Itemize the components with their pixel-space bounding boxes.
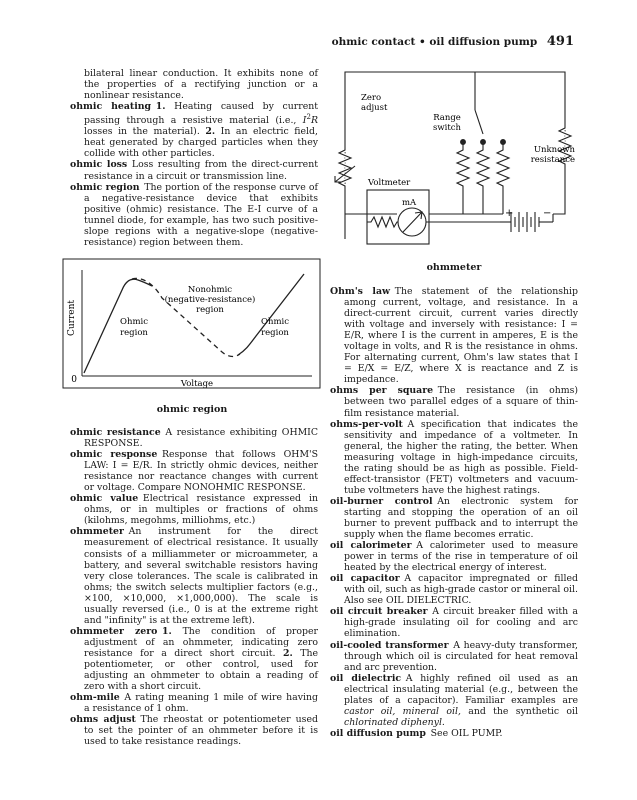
entry-definition: The rheostat or potentiometer used to set the pointer of an ohmmeter before it is used to take resistance readings. bbox=[84, 714, 318, 748]
dictionary-entry bbox=[70, 692, 318, 714]
left-top-entries bbox=[70, 101, 318, 248]
battery-minus-label: − bbox=[543, 208, 552, 219]
entry-term: Ohm's law bbox=[330, 286, 391, 297]
entry-text-part: Heating caused by current passing through a resistive material (i.e., bbox=[84, 101, 318, 127]
entry-text-part: 2 bbox=[306, 113, 311, 122]
dictionary-entry bbox=[330, 673, 578, 728]
dictionary-entry bbox=[330, 606, 578, 639]
entry-term: ohms adjust bbox=[70, 714, 136, 726]
entry-text-part: The condition of proper adjustment of an ohmmeter, indicating zero resistance for a direct short circuit. bbox=[84, 625, 318, 659]
dictionary-entry bbox=[330, 419, 578, 496]
entry-text-part: losses in the material). bbox=[84, 126, 206, 138]
ohmic-region-figure bbox=[62, 258, 322, 390]
entry-term: ohmic heating bbox=[70, 101, 152, 113]
entry-definition: Response that follows OHM'S LAW: I = E/R. In strictly ohmic devices, neither resistance nor reactance changes with current or voltage. Compare NONOHMIC RESPONSE. bbox=[84, 449, 318, 494]
series-resistor bbox=[367, 217, 398, 227]
entry-term: ohmic resistance bbox=[70, 427, 161, 438]
entry-term: ohmic value bbox=[70, 493, 139, 505]
entry-text-part: I bbox=[302, 115, 307, 127]
dictionary-entry bbox=[330, 385, 578, 418]
entry-text-part: chlorinated diphenyl. bbox=[344, 716, 445, 728]
battery bbox=[511, 212, 539, 232]
right-region-label: Ohmic region bbox=[261, 317, 289, 338]
entry-definition: A circuit breaker filled with a high-grade insulating oil for cooling and arc elimination. bbox=[344, 606, 578, 640]
entry-text-part: 1. bbox=[162, 625, 172, 637]
battery-plus-label: + bbox=[505, 208, 514, 219]
dictionary-entry bbox=[70, 714, 318, 747]
dictionary-entry bbox=[330, 573, 578, 606]
dictionary-entry bbox=[330, 640, 578, 673]
running-header bbox=[332, 34, 574, 49]
entry-definition: An instrument for the direct measurement of electrical resistance. It usually consists of a milliammeter or microammeter, a battery, and several switchable resistors having very close tolerances. The scale is calibrated in ohms; the switch selects multiplier factors (e.g., ×100, ×10,000, ×1,000,000). The scale is usually reversed (i.e., 0 is at the extreme right and "infinity" is at the extreme left). bbox=[84, 526, 318, 626]
entry-definition: A capacitor impregnated or filled with oil, such as high-grade castor or mineral oil. Also see OIL DIELECTRIC. bbox=[344, 573, 578, 607]
zero-adjust-label: Zero adjust bbox=[361, 93, 388, 113]
entry-term: oil circuit breaker bbox=[330, 606, 428, 618]
origin-label: 0 bbox=[71, 375, 77, 385]
entry-text-part: R bbox=[310, 115, 318, 127]
entry-term: oil calorimeter bbox=[330, 540, 412, 552]
entry-text-part: and the synthetic oil bbox=[460, 705, 579, 717]
ohmmeter-caption: ohmmeter bbox=[426, 262, 482, 273]
page-number: 491 bbox=[546, 34, 574, 49]
entry-definition: The portion of the response curve of a negative-resistance device that exhibits positive (ohmic) resistance. The E-I curve of a tunnel diode, for example, has two such positive-slope regions with a negative-slope (negative-resistance) region between them. bbox=[84, 181, 318, 248]
dictionary-entry bbox=[70, 427, 318, 449]
entry-term: ohmmeter zero bbox=[70, 625, 158, 637]
dictionary-entry bbox=[70, 493, 318, 526]
unknown-resistance-label: Unknown resistance bbox=[530, 145, 575, 165]
entry-term: oil-cooled transformer bbox=[330, 639, 449, 651]
entry-definition: Electrical resistance expressed in ohms, or in multiples or fractions of ohms (kilohms, megohms, milliohms, etc.) bbox=[84, 493, 318, 527]
dictionary-entry bbox=[330, 728, 578, 739]
entry-definition: An electronic system for starting and stopping the operation of an oil burner to prevent puffback and to interrupt the supply when the flame becomes erratic. bbox=[344, 495, 579, 541]
dictionary-entry bbox=[70, 449, 318, 493]
dictionary-entry bbox=[330, 496, 578, 540]
left-region-label: Ohmic region bbox=[120, 317, 148, 338]
entry-term: ohm-mile bbox=[70, 692, 120, 704]
entry-text-part: 1. bbox=[155, 101, 166, 113]
meter-label: mA bbox=[402, 198, 417, 208]
entry-definition: Loss resulting from the direct-current resistance in a circuit or transmission line. bbox=[84, 159, 318, 182]
dictionary-entry bbox=[70, 182, 318, 248]
meter-needle bbox=[403, 212, 422, 232]
middle-region-label: Nonohmic (negative-resistance) region bbox=[164, 285, 256, 315]
entry-text-part: 2. bbox=[205, 126, 216, 138]
left-column-top bbox=[70, 68, 318, 248]
entry-definition: The resistance (in ohms) between two parallel edges of a square of thin-film resistance material. bbox=[344, 385, 579, 419]
left-bottom-entries bbox=[70, 427, 318, 747]
voltmeter-label: Voltmeter bbox=[368, 178, 411, 188]
running-title: ohmic contact • oil diffusion pump bbox=[331, 36, 538, 48]
entry-definition: A calorimeter used to measure power in terms of the rise in temperature of oil heated by the electrical energy of interest. bbox=[344, 540, 578, 574]
right-column bbox=[330, 286, 578, 739]
dictionary-entry bbox=[70, 626, 318, 692]
ohmic-region-caption: ohmic region bbox=[156, 404, 228, 415]
entry-definition: A specification that indicates the sensitivity and impedance of a voltmeter. In general, the higher the rating, the better. When measuring voltage in high-impedance circuits, the rating should be as high as possible. Field-effect-transistor (FET) voltmeters and vacuum-tube voltmeters have the highest ratings. bbox=[344, 418, 578, 496]
entry-definition: A rating meaning 1 mile of wire having a resistance of 1 ohm. bbox=[84, 692, 318, 715]
y-axis-label: Current bbox=[67, 299, 77, 337]
right-entries bbox=[330, 286, 578, 739]
entry-term: ohmic response bbox=[70, 449, 158, 461]
continued-entry-text: bilateral linear conduction. It exhibits none of the properties of a rectifying junction or a nonlinear resistance. bbox=[84, 68, 318, 102]
entry-term: ohmic region bbox=[70, 181, 140, 193]
switch-blade bbox=[475, 110, 483, 134]
dictionary-entry bbox=[330, 540, 578, 573]
entry-term: oil diffusion pump bbox=[330, 727, 426, 739]
right-ohmic-curve bbox=[238, 274, 304, 355]
entry-definition: A heavy-duty transformer, through which oil is circulated for heat removal and arc prevention. bbox=[344, 639, 579, 673]
ohmmeter-figure bbox=[325, 64, 585, 262]
entry-term: ohmmeter bbox=[70, 526, 124, 538]
entry-definition: A resistance exhibiting OHMIC RESPONSE. bbox=[84, 427, 318, 450]
entry-term: ohmic loss bbox=[70, 159, 128, 171]
dictionary-entry bbox=[330, 286, 578, 385]
entry-term: oil capacitor bbox=[330, 573, 400, 585]
entry-term: oil dielectric bbox=[330, 672, 402, 684]
entry-text-part: castor oil, mineral oil, bbox=[344, 705, 461, 717]
entry-definition: The statement of the relationship among current, voltage, and resistance. In a direct-current circuit, current varies directly with voltage and inversely with resistance: I = E/R, where I is the current in amperes, E is the voltage in volts, and R is the resistance in ohms. For alternating current, Ohm's law states that I = E/X = E/Z, where X is reactance and Z is impedance. bbox=[344, 286, 578, 386]
entry-term: oil-burner control bbox=[330, 495, 433, 507]
dictionary-entry bbox=[70, 101, 318, 159]
voltmeter-box bbox=[367, 190, 429, 244]
range-switch-label: Range switch bbox=[432, 113, 462, 133]
entry-definition: See OIL PUMP. bbox=[430, 727, 503, 739]
dictionary-entry bbox=[70, 526, 318, 625]
entry-term: ohms-per-volt bbox=[330, 418, 403, 430]
entry-text-part: The potentiometer, or other control, used for adjusting an ohmmeter to obtain a reading of zero with a short circuit. bbox=[84, 647, 318, 693]
left-column-bottom bbox=[70, 427, 318, 747]
entry-term: ohms per square bbox=[330, 385, 434, 397]
x-axis-label: Voltage bbox=[180, 379, 214, 389]
range-resistors bbox=[457, 146, 509, 214]
dictionary-entry bbox=[70, 159, 318, 181]
entry-text-part: In an electric field, heat generated by charged particles when they collide with other particles. bbox=[84, 126, 318, 160]
entry-text-part: A highly refined oil used as an electrical insulating material (e.g., between the plates of a capacitor). Familiar examples are bbox=[344, 672, 578, 706]
entry-text-part: 2. bbox=[282, 647, 293, 659]
